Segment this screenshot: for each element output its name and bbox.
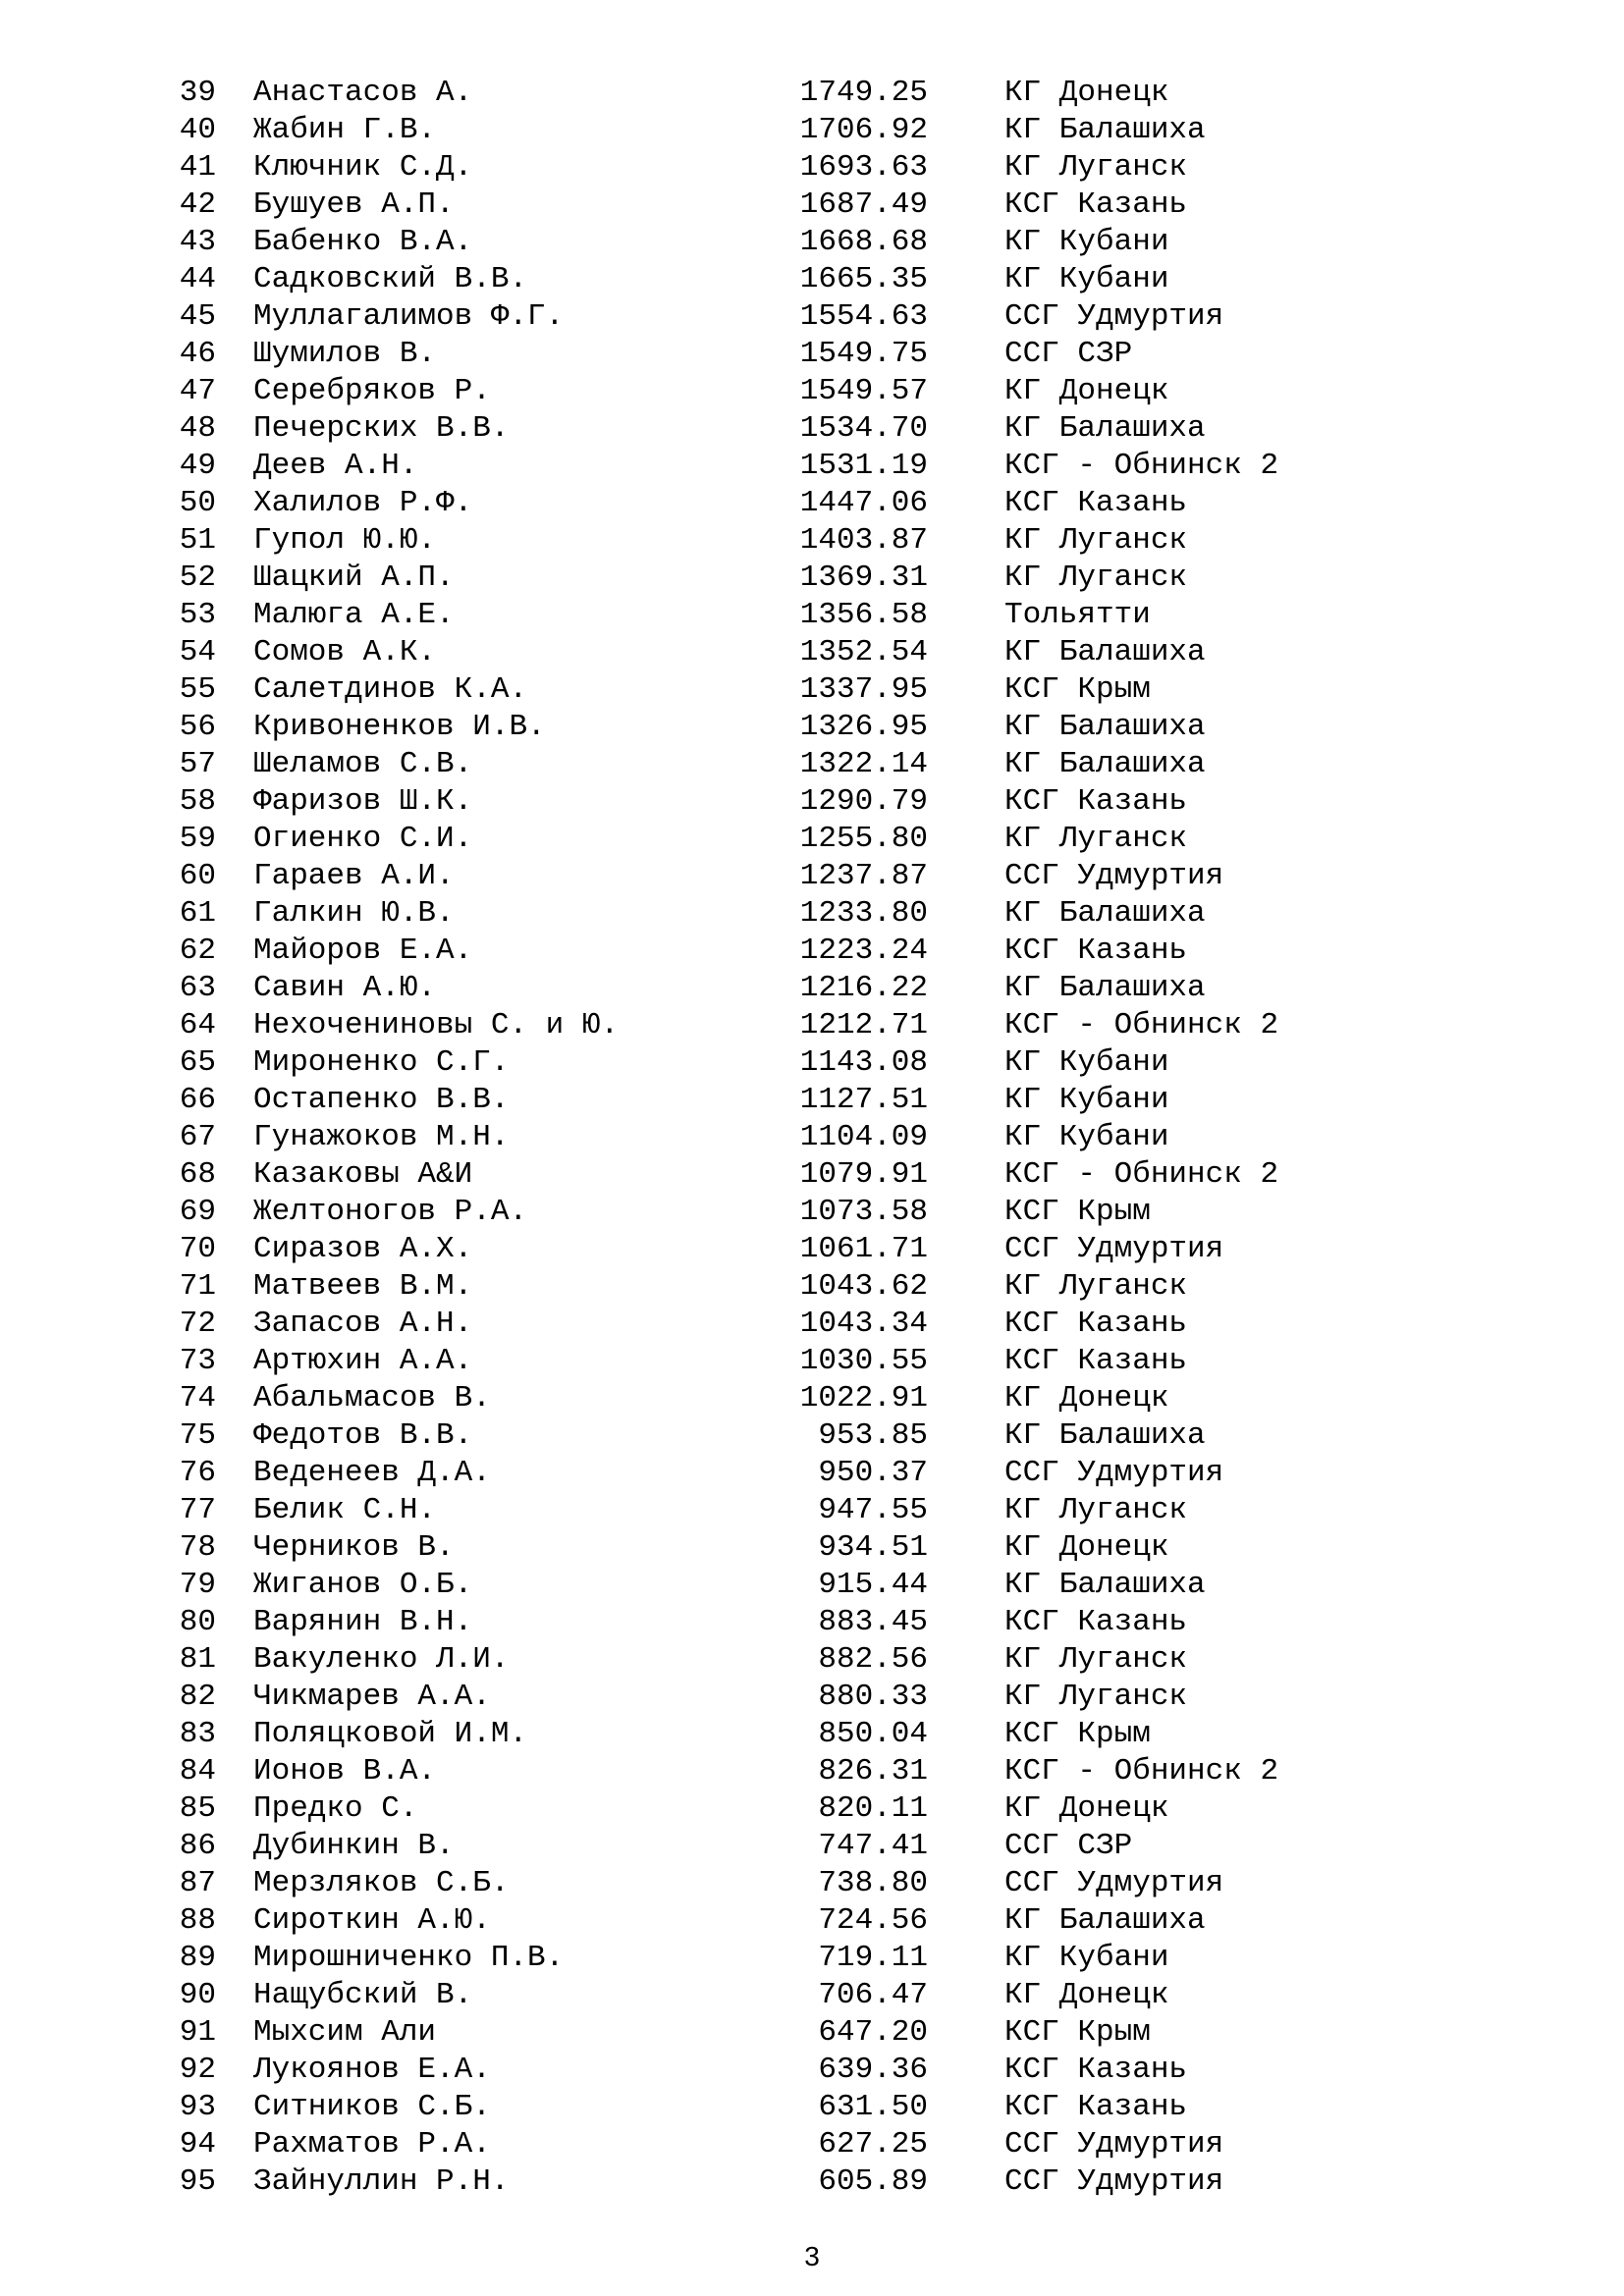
rank-number: 70 <box>179 1232 216 1266</box>
table-row <box>0 1716 1624 1753</box>
rank-number: 82 <box>179 1680 216 1714</box>
score-value: 1216.22 <box>799 971 928 1005</box>
participant-name: Огиенко С.И. <box>253 822 473 856</box>
rank-number: 57 <box>179 747 216 781</box>
ranking-table <box>0 75 1624 2201</box>
club-name: КГ Балашиха <box>1004 1568 1206 1602</box>
club-name: КГ Кубани <box>1004 1941 1169 1975</box>
rank-number: 39 <box>179 76 216 110</box>
score-value: 1043.62 <box>799 1269 928 1304</box>
rank-number: 79 <box>179 1568 216 1602</box>
score-value: 915.44 <box>818 1568 928 1602</box>
table-row <box>0 410 1624 448</box>
rank-number: 78 <box>179 1530 216 1565</box>
club-name: КСГ Казань <box>1004 2090 1188 2124</box>
table-row <box>0 298 1624 336</box>
score-value: 1687.49 <box>799 187 928 222</box>
rank-number: 47 <box>179 374 216 408</box>
score-value: 880.33 <box>818 1680 928 1714</box>
club-name: ССГ Удмуртия <box>1004 2127 1224 2162</box>
club-name: КГ Луганск <box>1004 523 1188 558</box>
club-name: ССГ Удмуртия <box>1004 1866 1224 1900</box>
table-row <box>0 1977 1624 2014</box>
score-value: 934.51 <box>818 1530 928 1565</box>
club-name: КГ Кубани <box>1004 1045 1169 1080</box>
table-row <box>0 1082 1624 1119</box>
club-name: КГ Луганск <box>1004 561 1188 595</box>
score-value: 605.89 <box>818 2164 928 2199</box>
club-name: КГ Кубани <box>1004 262 1169 296</box>
table-row <box>0 1455 1624 1492</box>
club-name: КГ Балашиха <box>1004 113 1206 147</box>
rank-number: 61 <box>179 896 216 931</box>
score-value: 1337.95 <box>799 672 928 707</box>
participant-name: Мыхсим Али <box>253 2015 437 2050</box>
table-row <box>0 1492 1624 1529</box>
rank-number: 56 <box>179 710 216 744</box>
rank-number: 81 <box>179 1642 216 1677</box>
participant-name: Деев А.Н. <box>253 449 418 483</box>
rank-number: 90 <box>179 1978 216 2012</box>
club-name: КГ Донецк <box>1004 374 1169 408</box>
rank-number: 84 <box>179 1754 216 1789</box>
score-value: 1127.51 <box>799 1083 928 1117</box>
rank-number: 87 <box>179 1866 216 1900</box>
participant-name: Дубинкин В. <box>253 1829 455 1863</box>
participant-name: Мироненко С.Г. <box>253 1045 510 1080</box>
rank-number: 60 <box>179 859 216 893</box>
participant-name: Желтоногов Р.А. <box>253 1195 528 1229</box>
participant-name: Малюга А.Е. <box>253 598 455 632</box>
table-row <box>0 1007 1624 1044</box>
rank-number: 52 <box>179 561 216 595</box>
table-row <box>0 970 1624 1007</box>
club-name: КГ Кубани <box>1004 1120 1169 1154</box>
score-value: 1693.63 <box>799 150 928 185</box>
club-name: ССГ Удмуртия <box>1004 2164 1224 2199</box>
club-name: КСГ Крым <box>1004 1195 1151 1229</box>
table-row <box>0 1679 1624 1716</box>
score-value: 1104.09 <box>799 1120 928 1154</box>
score-value: 1549.75 <box>799 337 928 371</box>
club-name: КСГ Казань <box>1004 486 1188 520</box>
club-name: ССГ Удмуртия <box>1004 859 1224 893</box>
table-row <box>0 933 1624 970</box>
club-name: КСГ Казань <box>1004 187 1188 222</box>
participant-name: Нехочениновы С. и Ю. <box>253 1008 620 1042</box>
score-value: 1403.87 <box>799 523 928 558</box>
rank-number: 54 <box>179 635 216 669</box>
participant-name: Гупол Ю.Ю. <box>253 523 437 558</box>
rank-number: 66 <box>179 1083 216 1117</box>
score-value: 1706.92 <box>799 113 928 147</box>
club-name: КГ Донецк <box>1004 1381 1169 1415</box>
score-value: 1073.58 <box>799 1195 928 1229</box>
participant-name: Шеламов С.В. <box>253 747 473 781</box>
rank-number: 51 <box>179 523 216 558</box>
participant-name: Муллагалимов Ф.Г. <box>253 299 565 334</box>
participant-name: Шумилов В. <box>253 337 437 371</box>
score-value: 1534.70 <box>799 411 928 446</box>
rank-number: 40 <box>179 113 216 147</box>
table-row <box>0 1194 1624 1231</box>
rank-number: 80 <box>179 1605 216 1639</box>
club-name: КСГ Казань <box>1004 2053 1188 2087</box>
table-row <box>0 1343 1624 1380</box>
participant-name: Серебряков Р. <box>253 374 491 408</box>
rank-number: 58 <box>179 784 216 819</box>
participant-name: Веденеев Д.А. <box>253 1456 491 1490</box>
table-row <box>0 1044 1624 1082</box>
participant-name: Халилов Р.Ф. <box>253 486 473 520</box>
club-name: КГ Балашиха <box>1004 747 1206 781</box>
score-value: 1356.58 <box>799 598 928 632</box>
club-name: КСГ - Обнинск 2 <box>1004 1754 1279 1789</box>
score-value: 647.20 <box>818 2015 928 2050</box>
participant-name: Фаризов Ш.К. <box>253 784 473 819</box>
score-value: 1352.54 <box>799 635 928 669</box>
participant-name: Гунажоков М.Н. <box>253 1120 510 1154</box>
participant-name: Мирошниченко П.В. <box>253 1941 565 1975</box>
participant-name: Остапенко В.В. <box>253 1083 510 1117</box>
table-row <box>0 821 1624 858</box>
table-row <box>0 1641 1624 1679</box>
club-name: КСГ Крым <box>1004 672 1151 707</box>
table-row <box>0 1380 1624 1417</box>
participant-name: Бабенко В.А. <box>253 225 473 259</box>
rank-number: 41 <box>179 150 216 185</box>
participant-name: Белик С.Н. <box>253 1493 437 1527</box>
club-name: КГ Кубани <box>1004 1083 1169 1117</box>
participant-name: Кривоненков И.В. <box>253 710 546 744</box>
table-row <box>0 149 1624 187</box>
club-name: КГ Луганск <box>1004 150 1188 185</box>
table-row <box>0 75 1624 112</box>
club-name: КГ Балашиха <box>1004 1418 1206 1453</box>
club-name: КГ Луганск <box>1004 1642 1188 1677</box>
participant-name: Жиганов О.Б. <box>253 1568 473 1602</box>
score-value: 1531.19 <box>799 449 928 483</box>
score-value: 1233.80 <box>799 896 928 931</box>
score-value: 1237.87 <box>799 859 928 893</box>
club-name: КГ Донецк <box>1004 76 1169 110</box>
score-value: 1030.55 <box>799 1344 928 1378</box>
table-row <box>0 671 1624 709</box>
score-value: 706.47 <box>818 1978 928 2012</box>
score-value: 738.80 <box>818 1866 928 1900</box>
table-row <box>0 522 1624 560</box>
rank-number: 75 <box>179 1418 216 1453</box>
table-row <box>0 1753 1624 1790</box>
participant-name: Садковский В.В. <box>253 262 528 296</box>
score-value: 719.11 <box>818 1941 928 1975</box>
score-value: 627.25 <box>818 2127 928 2162</box>
participant-name: Печерских В.В. <box>253 411 510 446</box>
table-row <box>0 1156 1624 1194</box>
rank-number: 89 <box>179 1941 216 1975</box>
club-name: КСГ Казань <box>1004 1605 1188 1639</box>
score-value: 826.31 <box>818 1754 928 1789</box>
score-value: 1290.79 <box>799 784 928 819</box>
score-value: 1326.95 <box>799 710 928 744</box>
rank-number: 63 <box>179 971 216 1005</box>
rank-number: 53 <box>179 598 216 632</box>
table-row <box>0 634 1624 671</box>
table-row <box>0 1902 1624 1940</box>
participant-name: Черников В. <box>253 1530 455 1565</box>
club-name: КГ Балашиха <box>1004 710 1206 744</box>
table-row <box>0 2052 1624 2089</box>
score-value: 1668.68 <box>799 225 928 259</box>
table-row <box>0 560 1624 597</box>
club-name: КГ Балашиха <box>1004 635 1206 669</box>
participant-name: Матвеев В.М. <box>253 1269 473 1304</box>
club-name: КГ Луганск <box>1004 1493 1188 1527</box>
table-row <box>0 1417 1624 1455</box>
table-row <box>0 1306 1624 1343</box>
club-name: КСГ Крым <box>1004 2015 1151 2050</box>
score-value: 1079.91 <box>799 1157 928 1192</box>
rank-number: 64 <box>179 1008 216 1042</box>
participant-name: Вакуленко Л.И. <box>253 1642 510 1677</box>
rank-number: 44 <box>179 262 216 296</box>
score-value: 1749.25 <box>799 76 928 110</box>
score-value: 1554.63 <box>799 299 928 334</box>
club-name: ССГ Удмуртия <box>1004 299 1224 334</box>
score-value: 1143.08 <box>799 1045 928 1080</box>
score-value: 1255.80 <box>799 822 928 856</box>
table-row <box>0 1567 1624 1604</box>
score-value: 747.41 <box>818 1829 928 1863</box>
rank-number: 48 <box>179 411 216 446</box>
club-name: КГ Луганск <box>1004 822 1188 856</box>
club-name: КСГ - Обнинск 2 <box>1004 1157 1279 1192</box>
score-value: 1061.71 <box>799 1232 928 1266</box>
participant-name: Бушуев А.П. <box>253 187 455 222</box>
participant-name: Майоров Е.А. <box>253 934 473 968</box>
club-name: ССГ Удмуртия <box>1004 1232 1224 1266</box>
participant-name: Галкин Ю.В. <box>253 896 455 931</box>
participant-name: Артюхин А.А. <box>253 1344 473 1378</box>
score-value: 883.45 <box>818 1605 928 1639</box>
participant-name: Варянин В.Н. <box>253 1605 473 1639</box>
participant-name: Жабин Г.В. <box>253 113 437 147</box>
club-name: КСГ Казань <box>1004 784 1188 819</box>
participant-name: Рахматов Р.А. <box>253 2127 491 2162</box>
table-row <box>0 597 1624 634</box>
participant-name: Зайнуллин Р.Н. <box>253 2164 510 2199</box>
table-row <box>0 224 1624 261</box>
club-name: КГ Донецк <box>1004 1791 1169 1826</box>
table-row <box>0 2014 1624 2052</box>
participant-name: Лукоянов Е.А. <box>253 2053 491 2087</box>
club-name: КГ Донецк <box>1004 1530 1169 1565</box>
score-value: 1549.57 <box>799 374 928 408</box>
rank-number: 76 <box>179 1456 216 1490</box>
rank-number: 74 <box>179 1381 216 1415</box>
score-value: 1043.34 <box>799 1307 928 1341</box>
score-value: 950.37 <box>818 1456 928 1490</box>
participant-name: Сироткин А.Ю. <box>253 1903 491 1938</box>
table-row <box>0 2126 1624 2163</box>
table-row <box>0 485 1624 522</box>
table-row <box>0 1604 1624 1641</box>
club-name: ССГ Удмуртия <box>1004 1456 1224 1490</box>
participant-name: Салетдинов К.А. <box>253 672 528 707</box>
table-row <box>0 1790 1624 1828</box>
score-value: 1665.35 <box>799 262 928 296</box>
club-name: КГ Луганск <box>1004 1269 1188 1304</box>
table-row <box>0 373 1624 410</box>
participant-name: Казаковы А&И <box>253 1157 473 1192</box>
club-name: КГ Кубани <box>1004 225 1169 259</box>
table-row <box>0 1828 1624 1865</box>
participant-name: Шацкий А.П. <box>253 561 455 595</box>
participant-name: Сомов А.К. <box>253 635 437 669</box>
club-name: КГ Донецк <box>1004 1978 1169 2012</box>
score-value: 1022.91 <box>799 1381 928 1415</box>
rank-number: 94 <box>179 2127 216 2162</box>
participant-name: Анастасов А. <box>253 76 473 110</box>
rank-number: 55 <box>179 672 216 707</box>
club-name: КГ Балашиха <box>1004 896 1206 931</box>
rank-number: 67 <box>179 1120 216 1154</box>
participant-name: Абальмасов В. <box>253 1381 491 1415</box>
score-value: 882.56 <box>818 1642 928 1677</box>
table-row <box>0 858 1624 895</box>
table-row <box>0 1940 1624 1977</box>
score-value: 1369.31 <box>799 561 928 595</box>
participant-name: Ситников С.Б. <box>253 2090 491 2124</box>
score-value: 631.50 <box>818 2090 928 2124</box>
club-name: КСГ Казань <box>1004 1344 1188 1378</box>
rank-number: 42 <box>179 187 216 222</box>
rank-number: 73 <box>179 1344 216 1378</box>
score-value: 1447.06 <box>799 486 928 520</box>
table-row <box>0 187 1624 224</box>
table-row <box>0 1529 1624 1567</box>
participant-name: Сиразов А.Х. <box>253 1232 473 1266</box>
rank-number: 49 <box>179 449 216 483</box>
rank-number: 59 <box>179 822 216 856</box>
table-row <box>0 783 1624 821</box>
table-row <box>0 895 1624 933</box>
rank-number: 45 <box>179 299 216 334</box>
page-number: 3 <box>804 2241 820 2271</box>
participant-name: Чикмарев А.А. <box>253 1680 491 1714</box>
score-value: 820.11 <box>818 1791 928 1826</box>
table-row <box>0 112 1624 149</box>
rank-number: 92 <box>179 2053 216 2087</box>
table-row <box>0 1231 1624 1268</box>
table-row <box>0 261 1624 298</box>
table-row <box>0 1119 1624 1156</box>
table-row <box>0 746 1624 783</box>
table-row <box>0 1865 1624 1902</box>
participant-name: Ионов В.А. <box>253 1754 437 1789</box>
score-value: 639.36 <box>818 2053 928 2087</box>
rank-number: 83 <box>179 1717 216 1751</box>
rank-number: 68 <box>179 1157 216 1192</box>
participant-name: Поляцковой И.М. <box>253 1717 528 1751</box>
rank-number: 43 <box>179 225 216 259</box>
rank-number: 69 <box>179 1195 216 1229</box>
participant-name: Нащубский В. <box>253 1978 473 2012</box>
rank-number: 50 <box>179 486 216 520</box>
club-name: КСГ - Обнинск 2 <box>1004 1008 1279 1042</box>
score-value: 1212.71 <box>799 1008 928 1042</box>
club-name: ССГ СЗР <box>1004 337 1133 371</box>
club-name: КСГ Крым <box>1004 1717 1151 1751</box>
participant-name: Савин А.Ю. <box>253 971 437 1005</box>
club-name: Тольятти <box>1004 598 1151 632</box>
table-row <box>0 709 1624 746</box>
score-value: 850.04 <box>818 1717 928 1751</box>
club-name: КГ Балашиха <box>1004 1903 1206 1938</box>
table-row <box>0 2089 1624 2126</box>
club-name: КГ Луганск <box>1004 1680 1188 1714</box>
participant-name: Гараев А.И. <box>253 859 455 893</box>
table-row <box>0 336 1624 373</box>
rank-number: 72 <box>179 1307 216 1341</box>
rank-number: 77 <box>179 1493 216 1527</box>
club-name: КГ Балашиха <box>1004 411 1206 446</box>
club-name: КГ Балашиха <box>1004 971 1206 1005</box>
participant-name: Предко С. <box>253 1791 418 1826</box>
score-value: 1322.14 <box>799 747 928 781</box>
score-value: 724.56 <box>818 1903 928 1938</box>
score-value: 947.55 <box>818 1493 928 1527</box>
rank-number: 65 <box>179 1045 216 1080</box>
rank-number: 46 <box>179 337 216 371</box>
participant-name: Ключник С.Д. <box>253 150 473 185</box>
rank-number: 91 <box>179 2015 216 2050</box>
participant-name: Запасов А.Н. <box>253 1307 473 1341</box>
table-row <box>0 448 1624 485</box>
club-name: ССГ СЗР <box>1004 1829 1133 1863</box>
rank-number: 71 <box>179 1269 216 1304</box>
rank-number: 88 <box>179 1903 216 1938</box>
score-value: 1223.24 <box>799 934 928 968</box>
participant-name: Мерзляков С.Б. <box>253 1866 510 1900</box>
participant-name: Федотов В.В. <box>253 1418 473 1453</box>
table-row <box>0 2163 1624 2201</box>
rank-number: 85 <box>179 1791 216 1826</box>
club-name: КСГ Казань <box>1004 934 1188 968</box>
club-name: КСГ Казань <box>1004 1307 1188 1341</box>
score-value: 953.85 <box>818 1418 928 1453</box>
club-name: КСГ - Обнинск 2 <box>1004 449 1279 483</box>
rank-number: 86 <box>179 1829 216 1863</box>
table-row <box>0 1268 1624 1306</box>
rank-number: 93 <box>179 2090 216 2124</box>
rank-number: 95 <box>179 2164 216 2199</box>
rank-number: 62 <box>179 934 216 968</box>
